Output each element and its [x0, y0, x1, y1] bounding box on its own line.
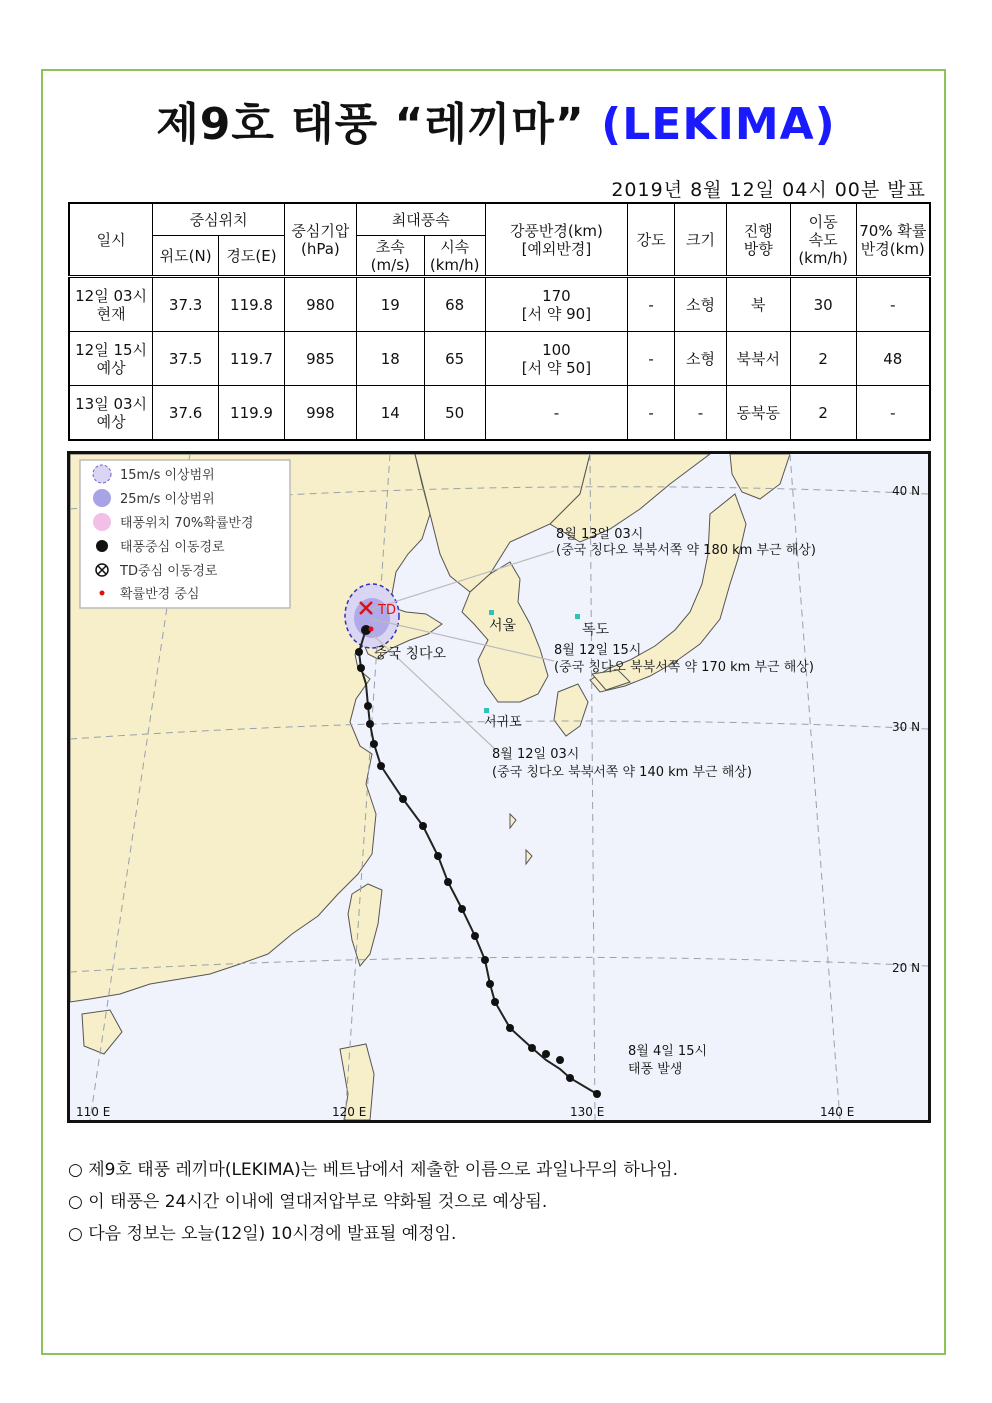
- header-radius: 강풍반경(km) [예외반경]: [485, 203, 628, 277]
- header-intensity: 강도: [628, 203, 675, 277]
- seogwipo-marker: [484, 708, 489, 713]
- title-english: (LEKIMA): [601, 99, 836, 150]
- lon-label-130: 130 E: [570, 1105, 605, 1119]
- legend-25ms-icon: [93, 489, 111, 507]
- header-size: 크기: [675, 203, 727, 277]
- header-datetime: 일시: [69, 203, 153, 277]
- table-header-row-1: [69, 203, 930, 236]
- annotation-2-title: 8월 12일 15시: [554, 643, 642, 658]
- notes: [68, 1154, 678, 1250]
- lat-label-40: 40 N: [892, 484, 921, 498]
- header-prob-radius: 70% 확률 반경(km): [856, 203, 930, 277]
- dokdo-marker: [575, 614, 580, 619]
- legend-25ms-label: 25m/s 이상범위: [120, 492, 215, 507]
- place-dokdo: 독도: [582, 622, 610, 638]
- typhoon-track-map: [67, 451, 931, 1123]
- annotation-4-title: 8월 4일 15시: [628, 1044, 708, 1059]
- legend-track-label: 태풍중심 이동경로: [120, 540, 225, 555]
- legend-prob-icon: [93, 513, 111, 531]
- seoul-marker: [489, 610, 494, 615]
- table-row: 12일 15시 예상 37.5 119.7 985 18 65 100 [서 약 50] - 소형 북북서 2 48: [69, 332, 930, 386]
- table-row: 12일 03시 현재 37.3 119.8 980 19 68 170 [서 약 90] - 소형 북 30 -: [69, 277, 930, 332]
- legend-td-label: TD중심 이동경로: [120, 564, 218, 579]
- legend-15ms-icon: [93, 465, 111, 483]
- annotation-1-title: 8월 13일 03시: [556, 527, 644, 542]
- note-line: ○ 제9호 태풍 레끼마(LEKIMA)는 베트남에서 제출한 이름으로 과일나무의 하나임.: [68, 1160, 679, 1180]
- legend-prob-center-label: 확률반경 중심: [120, 587, 200, 602]
- td-label: TD: [378, 603, 396, 618]
- lat-label-20: 20 N: [892, 961, 921, 975]
- header-lon: 경도(E): [219, 236, 285, 277]
- lon-label-120: 120 E: [332, 1105, 367, 1119]
- annotation-2-desc: (중국 칭다오 북북서쪽 약 170 km 부근 해상): [554, 660, 814, 675]
- header-ms: 초속 (m/s): [356, 236, 424, 277]
- header-center-position: 중심위치: [153, 203, 285, 236]
- place-seoul: 서울: [489, 618, 517, 634]
- header-pressure: 중심기압 (hPa): [284, 203, 356, 277]
- legend-prob-label: 태풍위치 70%확률반경: [120, 516, 254, 531]
- header-kmh: 시속 (km/h): [424, 236, 485, 277]
- note-line: ○ 다음 정보는 오늘(12일) 10시경에 발표될 예정임.: [68, 1224, 457, 1244]
- legend-prob-center-icon: [100, 591, 105, 596]
- lon-label-110: 110 E: [76, 1105, 111, 1119]
- annotation-3-title: 8월 12일 03시: [492, 747, 580, 762]
- header-lat: 위도(N): [153, 236, 219, 277]
- title-main: 제9호 태풍 “레끼마”: [156, 99, 585, 150]
- issued-time: 2019년 8월 12일 04시 00분 발표: [611, 179, 926, 201]
- lat-label-30: 30 N: [892, 720, 921, 734]
- header-speed: 이동 속도 (km/h): [790, 203, 856, 277]
- table-row: 13일 03시 예상 37.6 119.9 998 14 50 - - - 동북동 2 -: [69, 386, 930, 441]
- map-legend: [80, 460, 290, 608]
- header-max-wind: 최대풍속: [356, 203, 485, 236]
- legend-15ms-label: 15m/s 이상범위: [120, 468, 215, 483]
- lon-label-140: 140 E: [820, 1105, 855, 1119]
- annotation-4-desc: 태풍 발생: [628, 1062, 683, 1077]
- place-qingdao: 중국 칭다오: [374, 646, 447, 662]
- annotation-1-desc: (중국 칭다오 북북서쪽 약 180 km 부근 해상): [556, 543, 816, 558]
- place-seogwipo: 서귀포: [484, 715, 522, 730]
- header-direction: 진행 방향: [726, 203, 790, 277]
- annotation-3-desc: (중국 칭다오 북북서쪽 약 140 km 부근 해상): [492, 765, 752, 780]
- note-line: ○ 이 태풍은 24시간 이내에 열대저압부로 약화될 것으로 예상됨.: [68, 1192, 548, 1212]
- typhoon-info-table: [68, 202, 931, 441]
- page-title: [0, 88, 992, 152]
- prob-center-dot: [369, 627, 374, 632]
- legend-typhoon-icon: [96, 540, 108, 552]
